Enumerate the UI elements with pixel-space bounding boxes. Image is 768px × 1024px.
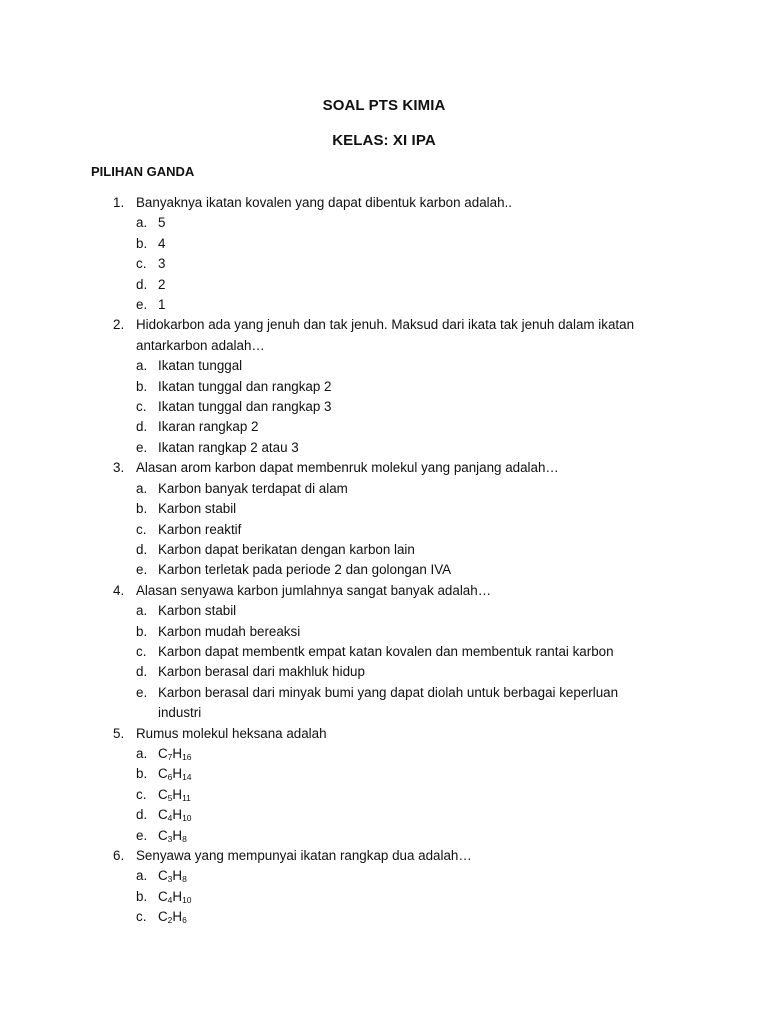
option-letter: d. <box>136 419 148 435</box>
formula-element: H <box>172 909 183 925</box>
option-letter: c. <box>136 909 147 925</box>
answer-option <box>0 785 768 805</box>
formula-subscript: 3 <box>167 833 173 844</box>
option-formula <box>158 744 648 764</box>
option-letter: e. <box>136 562 148 578</box>
option-formula <box>158 907 648 927</box>
answer-option <box>0 520 768 540</box>
formula-subscript: 11 <box>182 792 191 803</box>
question-item <box>0 581 768 724</box>
formula-subscript: 8 <box>182 874 187 885</box>
option-text: Ikatan tunggal dan rangkap 3 <box>158 399 332 415</box>
option-formula <box>158 764 648 784</box>
option-letter: c. <box>136 643 147 659</box>
option-letter: a. <box>136 603 148 619</box>
option-list <box>0 601 768 723</box>
option-formula <box>158 826 648 846</box>
formula-subscript: 14 <box>182 772 192 783</box>
option-text: Karbon terletak pada periode 2 dan golongan IVA <box>158 562 452 578</box>
option-letter: e. <box>136 297 148 313</box>
option-formula <box>158 785 648 805</box>
question-number: 4. <box>113 582 125 598</box>
option-letter: d. <box>136 541 148 557</box>
page-title: SOAL PTS KIMIA <box>322 97 446 114</box>
question-text: Alasan senyawa karbon jumlahnya sangat banyak adalah… <box>136 582 492 598</box>
option-letter: c. <box>136 521 147 537</box>
formula-subscript: 4 <box>167 894 173 905</box>
option-list <box>0 479 768 581</box>
option-text: Karbon dapat berikatan dengan karbon lain <box>158 541 415 557</box>
option-text: 4 <box>158 235 166 251</box>
formula-element: C <box>158 888 168 904</box>
answer-option <box>0 560 768 580</box>
answer-option <box>0 438 768 458</box>
option-text: Karbon mudah bereaksi <box>158 623 301 639</box>
answer-option <box>0 662 768 682</box>
option-list <box>0 866 768 927</box>
option-letter: c. <box>136 786 147 802</box>
formula-element: H <box>172 888 183 904</box>
answer-option <box>0 764 768 784</box>
formula-element: C <box>158 766 168 782</box>
answer-option <box>0 683 768 724</box>
option-letter: b. <box>136 766 148 782</box>
option-text: Karbon stabil <box>158 501 237 517</box>
option-letter: a. <box>136 868 148 884</box>
answer-option <box>0 907 768 927</box>
formula-element: C <box>158 909 168 925</box>
option-list <box>0 356 768 458</box>
question-number: 3. <box>113 460 125 476</box>
formula-element: C <box>158 868 168 884</box>
question-text: Senyawa yang mempunyai ikatan rangkap dua adalah… <box>136 848 472 863</box>
answer-option <box>0 356 768 376</box>
formula-element: C <box>158 745 168 761</box>
option-letter: d. <box>136 664 148 680</box>
option-text: 3 <box>158 256 166 272</box>
option-text: Ikatan tunggal <box>158 358 243 374</box>
option-letter: a. <box>136 745 148 761</box>
formula-element: H <box>172 868 183 884</box>
option-letter: b. <box>136 623 148 639</box>
question-item <box>0 315 768 458</box>
formula-subscript: 10 <box>182 894 192 905</box>
formula-subscript: 16 <box>182 751 192 762</box>
option-list <box>0 213 768 315</box>
answer-option <box>0 295 768 315</box>
answer-option <box>0 377 768 397</box>
question-number: 1. <box>113 195 125 210</box>
answer-option <box>0 866 768 886</box>
option-letter: a. <box>136 358 148 374</box>
answer-option <box>0 234 768 254</box>
option-letter: e. <box>136 827 148 843</box>
option-text: 5 <box>158 215 166 231</box>
formula-element: C <box>158 807 168 823</box>
question-number: 5. <box>113 725 125 741</box>
option-formula <box>158 887 648 907</box>
option-letter: b. <box>136 235 148 251</box>
formula-subscript: 2 <box>167 915 173 926</box>
option-letter: d. <box>136 276 148 292</box>
option-letter: e. <box>136 439 148 455</box>
question-number: 6. <box>113 848 125 863</box>
answer-option <box>0 254 768 274</box>
formula-subscript: 10 <box>182 813 192 824</box>
answer-option <box>0 805 768 825</box>
option-text: Ikatan tunggal dan rangkap 2 <box>158 378 332 394</box>
question-text: Rumus molekul heksana adalah <box>136 725 327 741</box>
answer-option <box>0 479 768 499</box>
answer-option <box>0 826 768 846</box>
option-letter: b. <box>136 888 148 904</box>
option-formula <box>158 866 648 886</box>
formula-element: C <box>158 827 168 843</box>
formula-element: C <box>158 786 168 802</box>
option-letter: a. <box>136 480 148 496</box>
formula-element: H <box>172 807 183 823</box>
option-text: Ikatan rangkap 2 atau 3 <box>158 439 299 455</box>
question-text: Alasan arom karbon dapat membenruk molekul yang panjang adalah… <box>136 460 559 476</box>
answer-option <box>0 213 768 233</box>
answer-option <box>0 275 768 295</box>
option-text: 1 <box>158 297 166 313</box>
option-letter: c. <box>136 399 147 415</box>
question-item <box>0 458 768 580</box>
formula-element: H <box>172 745 183 761</box>
formula-element: H <box>172 786 183 802</box>
answer-option <box>0 499 768 519</box>
option-letter: c. <box>136 256 147 272</box>
question-text: Hidokarbon ada yang jenuh dan tak jenuh. Maksud dari ikata tak jenuh dalam ikatan antarkarbon adalah… <box>136 317 635 353</box>
answer-option <box>0 744 768 764</box>
question-item <box>0 193 768 315</box>
answer-option <box>0 887 768 907</box>
formula-subscript: 6 <box>182 915 187 926</box>
option-letter: b. <box>136 378 148 394</box>
option-letter: d. <box>136 807 148 823</box>
class-label: KELAS: XI IPA <box>332 132 436 149</box>
option-text: Karbon berasal dari makhluk hidup <box>158 664 365 680</box>
answer-option <box>0 417 768 437</box>
answer-option <box>0 397 768 417</box>
formula-subscript: 4 <box>167 813 173 824</box>
option-text: Karbon reaktif <box>158 521 242 537</box>
question-list <box>0 193 768 928</box>
answer-option <box>0 622 768 642</box>
option-text: Karbon berasal dari minyak bumi yang dapat diolah untuk berbagai keperluan industri <box>158 684 619 721</box>
formula-element: H <box>172 827 183 843</box>
formula-subscript: 7 <box>167 751 173 762</box>
formula-subscript: 5 <box>167 792 173 803</box>
formula-subscript: 3 <box>167 874 173 885</box>
option-text: Ikaran rangkap 2 <box>158 419 259 435</box>
question-text: Banyaknya ikatan kovalen yang dapat dibentuk karbon adalah.. <box>136 195 512 210</box>
question-item <box>0 724 768 846</box>
answer-option <box>0 540 768 560</box>
option-letter: e. <box>136 684 148 700</box>
option-text: Karbon stabil <box>158 603 237 619</box>
section-heading: PILIHAN GANDA <box>91 164 195 179</box>
formula-element: H <box>172 766 183 782</box>
option-formula <box>158 805 648 825</box>
formula-subscript: 6 <box>167 772 173 783</box>
answer-option <box>0 601 768 621</box>
option-text: 2 <box>158 276 166 292</box>
option-text: Karbon banyak terdapat di alam <box>158 480 348 496</box>
option-letter: b. <box>136 501 148 517</box>
answer-option <box>0 642 768 662</box>
option-list <box>0 744 768 846</box>
formula-subscript: 8 <box>182 833 187 844</box>
question-number: 2. <box>113 317 125 333</box>
option-text: Karbon dapat membentk empat katan kovalen dan membentuk rantai karbon <box>158 643 614 659</box>
option-letter: a. <box>136 215 148 231</box>
question-item <box>0 846 768 928</box>
